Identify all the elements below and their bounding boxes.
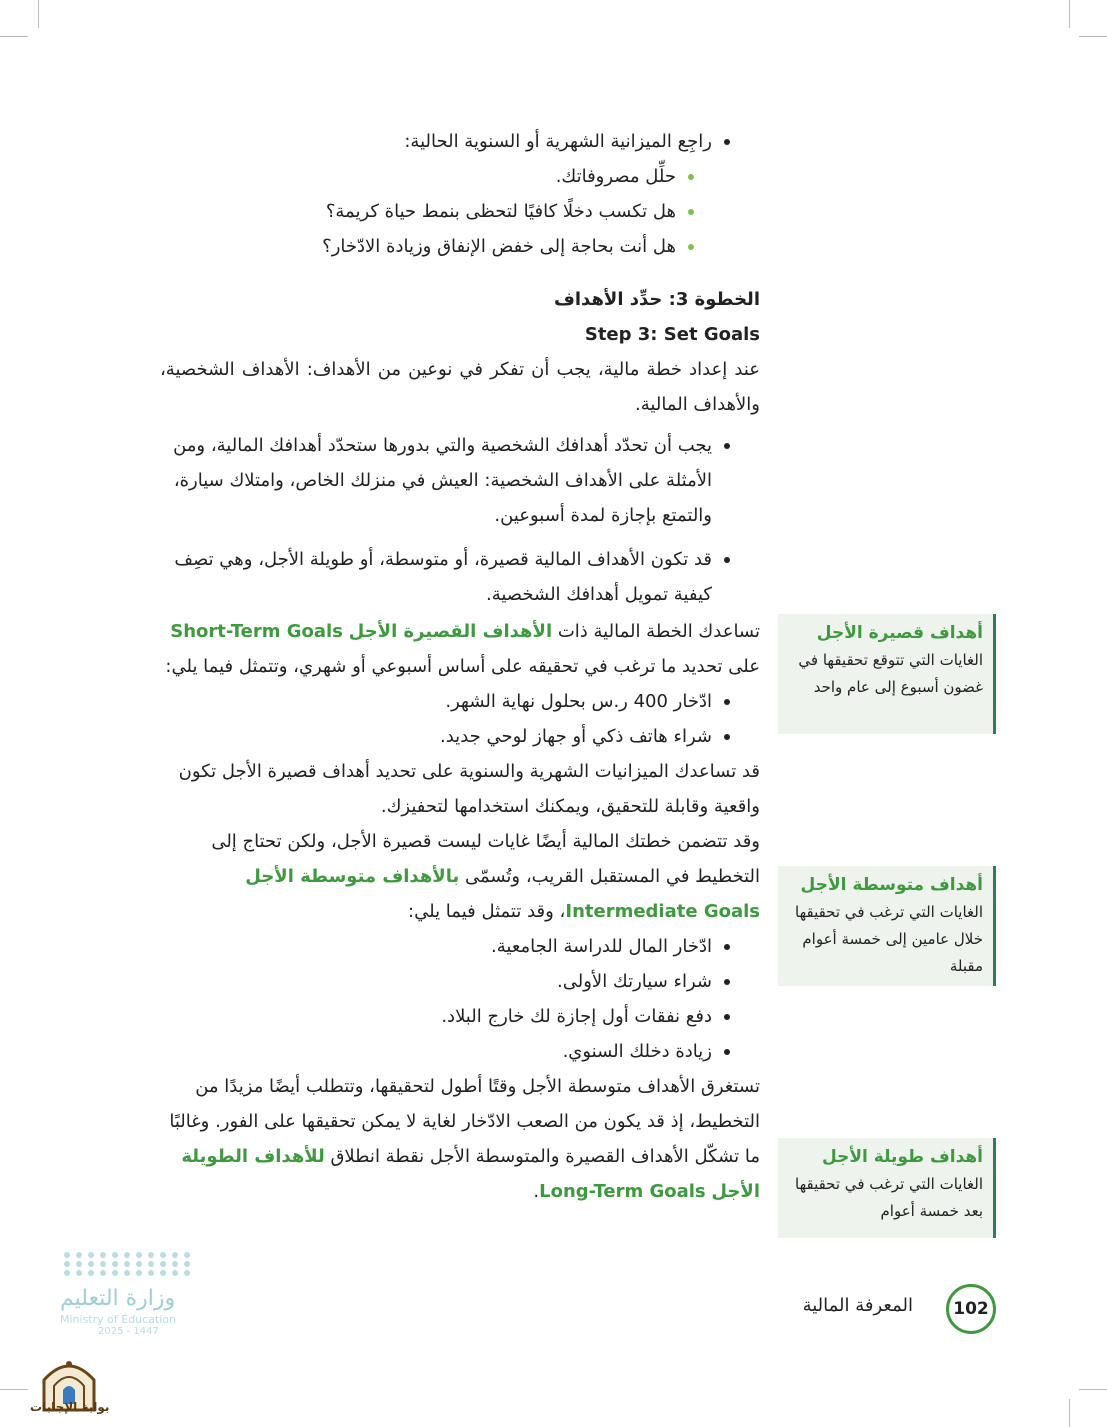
crop-mark [0,1389,28,1390]
intermediate-item: زيادة دخلك السنوي. [160,1034,760,1069]
review-item: هل أنت بحاجة إلى خفض الإنفاق وزيادة الادّخار؟ [160,229,760,264]
ministry-logo [60,1252,200,1337]
review-section [160,124,760,264]
badge-text: بوابة الإجابات [30,1400,110,1414]
definition-title: أهداف متوسطة الأجل [800,875,983,895]
long-term-pre: تستغرق الأهداف متوسطة الأجل وقتًا أطول لتحقيقها، وتتطلب أيضًا مزيدًا من التخطيط، إذ قد يكون من الصعب الادّخار لغاية لا يمكن تحقيقها على الفور. وغالبًا ما تشكّل الأهداف القصيرة والمتوسطة الأجل نقطة انطلاق [169,1076,760,1167]
definition-text: الغايات التي تتوقع تحقيقها في غضون أسبوع إلى عام واحد [798,651,983,696]
logo-year: 2025 - 1447 [98,1326,159,1337]
logo-dots-icon [64,1252,200,1276]
definition-box-intermediate [778,866,996,986]
long-term-paragraph [160,1069,760,1209]
logo-text-ar: وزارة التعليم [60,1286,176,1311]
definition-box-long [778,1138,996,1238]
crop-mark [1079,36,1107,37]
short-term-paragraph [160,614,760,684]
intermediate-item: دفع نفقات أول إجازة لك خارج البلاد. [160,999,760,1034]
definition-text: الغايات التي ترغب في تحقيقها بعد خمسة أعوام [795,1175,983,1220]
crop-mark [0,36,28,37]
main-content [160,282,760,1209]
short-term-term-en: Short-Term Goals [170,621,343,642]
review-item: حلِّل مصروفاتك. [160,159,760,194]
intermediate-paragraph [160,824,760,929]
long-term-term-ar: للأهداف الطويلة الأجل [181,1146,760,1202]
logo-text-en: Ministry of Education [60,1313,177,1326]
intro-paragraph [160,352,760,422]
definition-box-short [778,614,996,734]
intermediate-term-en: Intermediate Goals [565,901,760,922]
step-title-ar: الخطوة 3: حدِّد الأهداف [553,289,760,310]
crop-mark [38,0,39,28]
short-term-term-ar: الأهداف القصيرة الأجل [348,621,553,642]
definition-text: الغايات التي ترغب في تحقيقها خلال عامين إلى خمسة أعوام مقبلة [795,903,983,975]
crop-mark [1069,0,1070,28]
footer-title: المعرفة المالية [802,1295,913,1316]
goal-bullet: يجب أن تحدّد أهدافك الشخصية والتي بدورها ستحدّد أهدافك المالية، ومن الأمثلة على الأهداف الشخصية: العيش في منزلك الخاص، وامتلاك سيارة، والتمتع بإجازة لمدة أسبوعين. [160,428,760,533]
intermediate-item: ادّخار المال للدراسة الجامعية. [160,929,760,964]
intermediate-post: ، وقد تتمثل فيما يلي: [408,901,566,922]
short-term-item: شراء هاتف ذكي أو جهاز لوحي جديد. [160,719,760,754]
review-title: راجِع الميزانية الشهرية أو السنوية الحالية: [160,124,760,159]
intermediate-item: شراء سيارتك الأولى. [160,964,760,999]
review-item: هل تكسب دخلًا كافيًا لتحظى بنمط حياة كريمة؟ [160,194,760,229]
intermediate-pre: وقد تتضمن خطتك المالية أيضًا غايات ليست قصيرة الأجل، ولكن تحتاج إلى التخطيط في المستقبل القريب، وتُسمّى [211,831,760,887]
definition-title: أهداف قصيرة الأجل [816,623,983,643]
long-term-term-en: Long-Term Goals [539,1181,706,1202]
crop-mark [1079,1389,1107,1390]
short-term-pre: تساعدك الخطة المالية ذات [552,621,760,642]
goal-bullet: قد تكون الأهداف المالية قصيرة، أو متوسطة، أو طويلة الأجل، وهي تصِف كيفية تمويل أهدافك الشخصية. [160,542,760,612]
short-term-post: على تحديد ما ترغب في تحقيقه على أساس أسبوعي أو شهري، وتتمثل فيما يلي: [165,656,760,677]
intermediate-term-ar: بالأهداف متوسطة الأجل [245,866,460,887]
short-term-item: ادّخار 400 ر.س بحلول نهاية الشهر. [160,684,760,719]
budget-paragraph: قد تساعدك الميزانيات الشهرية والسنوية على تحديد أهداف قصيرة الأجل تكون واقعية وقابلة للتحقيق، ويمكنك استخدامها لتحفيزك. [178,761,760,817]
intro-text: عند إعداد خطة مالية، يجب أن تفكر في نوعين من الأهداف: الأهداف الشخصية، و [160,359,760,415]
definition-title: أهداف طويلة الأجل [821,1147,983,1167]
intro-text-end: الأهداف المالية. [635,394,752,415]
step-title-en: Step 3: Set Goals [584,324,760,345]
crop-mark [1069,1399,1070,1427]
long-term-end: . [533,1181,540,1202]
page-number: 102 [946,1284,996,1334]
